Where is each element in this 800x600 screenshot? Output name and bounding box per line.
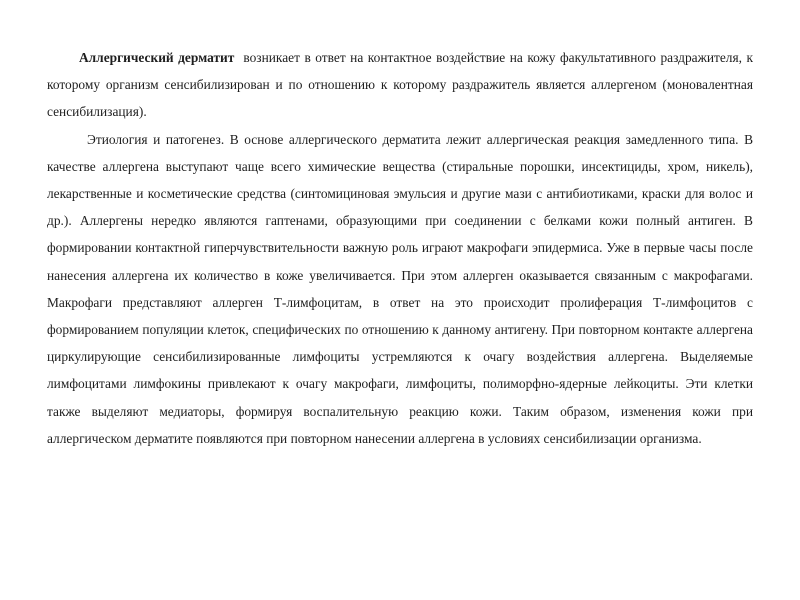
paragraph-etiology: Этиология и патогенез. В основе аллергического дерматита лежит аллергическая реакция замедленного типа. В качестве аллергена выступают чаще всего химические вещества (стиральные порошки, инсектициды, хром, никель), лекарственные и косметические средства (синтомициновая эмульсия и другие мази с антибиотиками, краски для волос и др.). Аллергены нередко являются гаптенами, образующими при соединении с белками кожи полный антиген. В формировании контактной гиперчувствительности важную роль играют макрофаги эпидермиса. Уже в первые часы после нанесения аллергена их количество в коже увеличивается. При этом аллерген оказывается связанным с макрофагами. Макрофаги представляют аллерген Т-лимфоцитам, в ответ на это происходит пролиферация Т-лимфоцитов с формированием популяции клеток, специфических по отношению к данному антигену. При повторном контакте аллергена циркулирующие сенсибилизированные лимфоциты устремляются к очагу воздействия аллергена. Выделяемые лимфоцитами лимфокины привлекают к очагу макрофаги, лимфоциты, полиморфно-ядерные лейкоциты. Эти клетки также выделяют медиаторы, формируя воспалительную реакцию кожи. Таким образом, изменения кожи при аллергическом дерматите появляются при повторном нанесении аллергена в условиях сенсибилизации организма.: [47, 131, 753, 446]
paragraph-definition-text: возникает в ответ на контактное воздействие на кожу факультативного раздражителя, к которому организм сенсибилизирован и по отношению к которому раздражитель является аллергеном (моновалентная сенсибилизация).: [47, 50, 753, 120]
term-heading: Аллергический дерматит: [79, 50, 235, 65]
paragraph-definition: [47, 44, 753, 126]
document-body: [47, 44, 753, 452]
